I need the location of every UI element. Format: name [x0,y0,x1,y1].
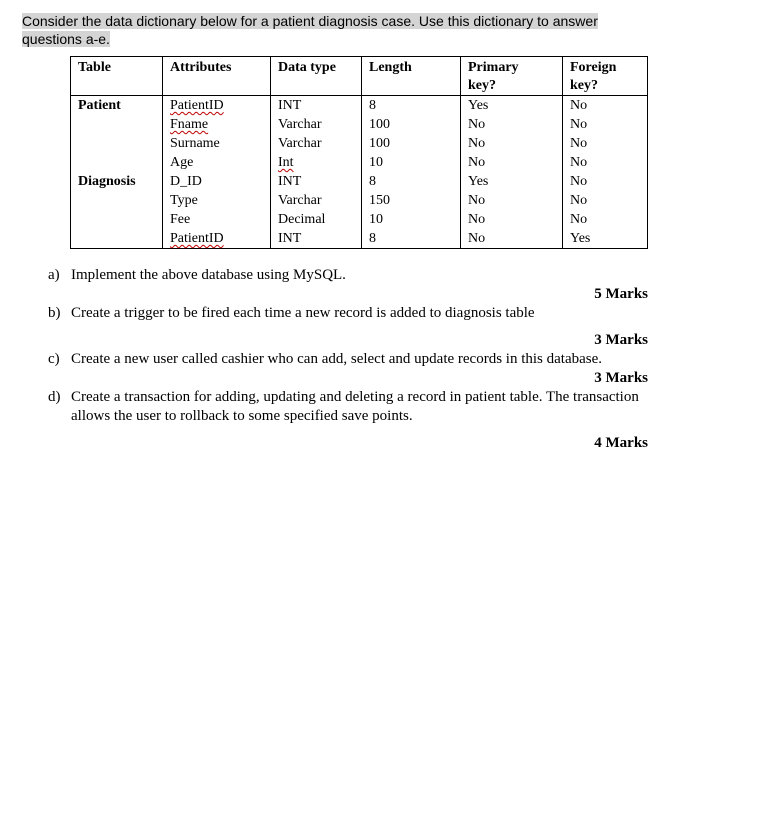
intro-line-2: questions a-e. [22,31,110,47]
header-foreign-key [563,57,648,96]
attribute-text: Fname [170,117,209,132]
cell-type: INT [271,96,362,116]
header-primary-key [461,57,563,96]
data-dictionary-table [70,56,648,249]
table-row [71,153,648,172]
cell-attribute: Age [163,153,271,172]
table-row [71,115,648,134]
cell-length: 8 [362,172,461,191]
question-list [48,266,648,453]
header-primary-key-line1: Primary [468,60,519,75]
header-foreign-key-line1: Foreign [570,60,617,75]
cell-table [71,210,163,229]
attribute-text: PatientID [170,231,224,246]
question-text: Create a transaction for adding, updating and deleting a record in patient table. The transaction allows the user to rollback to some specified save points. [71,389,639,424]
question-label: c) [48,351,60,367]
question-marks: 3 Marks [594,332,648,348]
cell-table [71,153,163,172]
cell-type [271,153,362,172]
header-length: Length [362,57,461,96]
question-text: Create a trigger to be fired each time a new record is added to diagnosis table [71,305,535,321]
cell-pk: No [461,191,563,210]
table-row [71,134,648,153]
cell-length: 10 [362,153,461,172]
cell-length: 8 [362,229,461,249]
question-text: Implement the above database using MySQL. [71,267,346,283]
cell-pk: No [461,210,563,229]
table-row [71,210,648,229]
intro-text [22,12,622,48]
cell-table: Patient [71,96,163,116]
cell-type: INT [271,229,362,249]
cell-pk: Yes [461,172,563,191]
cell-fk: No [563,191,648,210]
cell-fk: No [563,153,648,172]
question-marks: 4 Marks [594,435,648,451]
cell-table [71,115,163,134]
attribute-text: PatientID [170,98,224,113]
cell-pk: Yes [461,96,563,116]
table-row [71,172,648,191]
cell-pk: No [461,153,563,172]
cell-type: INT [271,172,362,191]
question-a [48,266,648,285]
cell-pk: No [461,134,563,153]
cell-attribute [163,96,271,116]
cell-table [71,134,163,153]
cell-fk: No [563,96,648,116]
question-label: b) [48,305,61,321]
intro-line-1: Consider the data dictionary below for a patient diagnosis case. Use this dictionary to answer [22,13,598,29]
question-marks: 5 Marks [594,286,648,302]
cell-attribute: Surname [163,134,271,153]
cell-length: 100 [362,134,461,153]
cell-fk: No [563,115,648,134]
cell-attribute [163,229,271,249]
table-row [71,191,648,210]
cell-type: Varchar [271,115,362,134]
cell-pk: No [461,115,563,134]
question-d [48,388,648,426]
question-text: Create a new user called cashier who can add, select and update records in this database. [71,351,603,367]
cell-length: 100 [362,115,461,134]
cell-type: Varchar [271,191,362,210]
header-data-type: Data type [271,57,362,96]
header-foreign-key-line2: key? [570,78,598,93]
cell-type: Varchar [271,134,362,153]
question-label: d) [48,389,61,405]
question-marks: 3 Marks [594,370,648,386]
header-table: Table [71,57,163,96]
cell-table [71,191,163,210]
cell-attribute: Fee [163,210,271,229]
cell-fk: Yes [563,229,648,249]
cell-fk: No [563,172,648,191]
table-row [71,96,648,116]
cell-attribute: Type [163,191,271,210]
cell-attribute: D_ID [163,172,271,191]
question-b [48,304,648,323]
cell-length: 8 [362,96,461,116]
type-text: Int [278,155,294,170]
cell-length: 10 [362,210,461,229]
question-c [48,350,648,369]
header-primary-key-line2: key? [468,78,496,93]
cell-attribute [163,115,271,134]
header-attributes: Attributes [163,57,271,96]
table-row [71,229,648,249]
question-label: a) [48,267,60,283]
cell-type: Decimal [271,210,362,229]
cell-fk: No [563,134,648,153]
cell-table: Diagnosis [71,172,163,191]
cell-pk: No [461,229,563,249]
cell-length: 150 [362,191,461,210]
cell-table [71,229,163,249]
table-header-row [71,57,648,96]
cell-fk: No [563,210,648,229]
